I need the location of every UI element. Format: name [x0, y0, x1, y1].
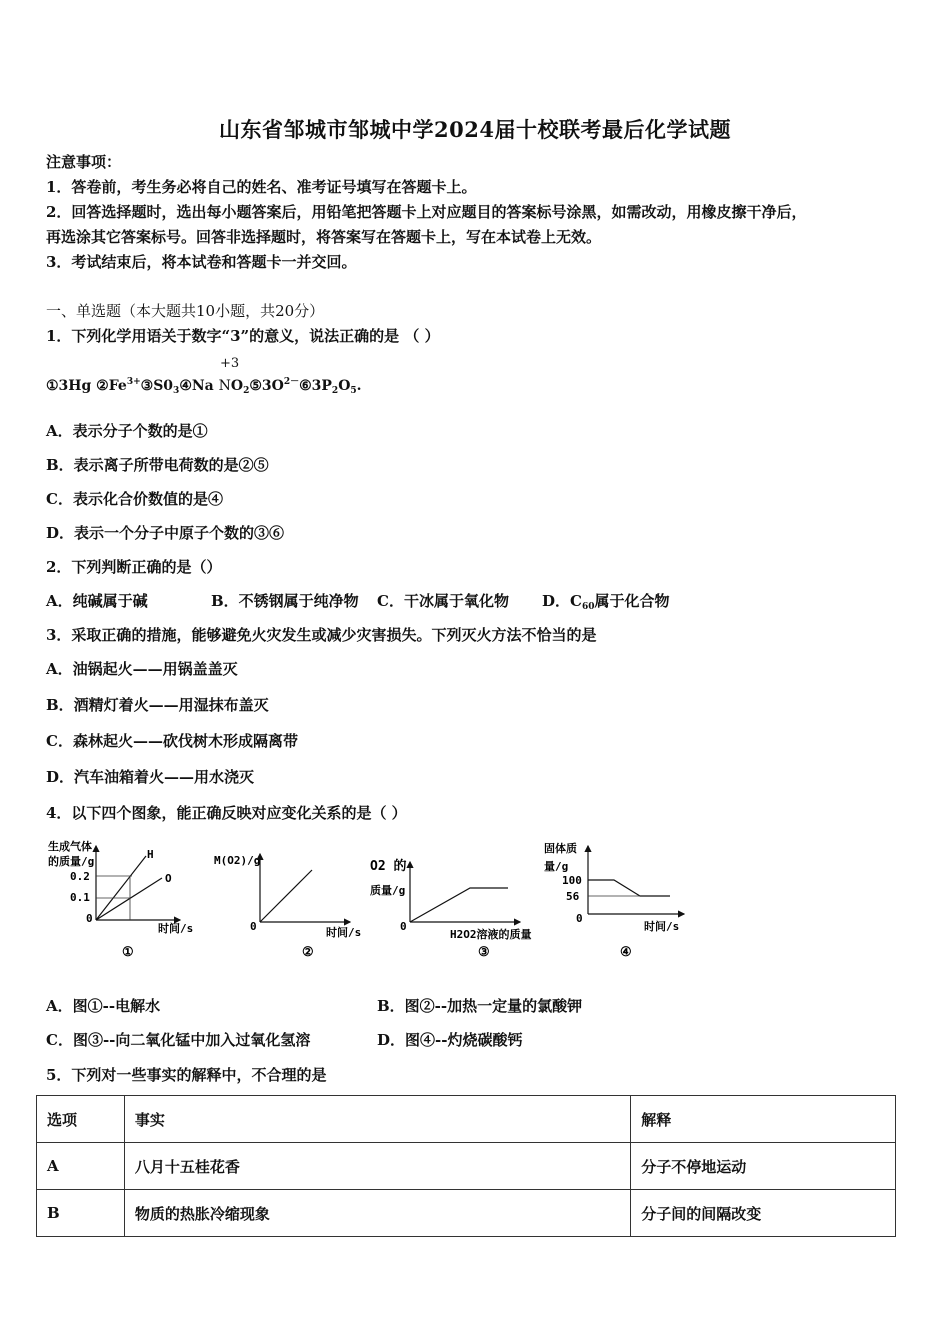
g1-origin: 0 [86, 912, 93, 925]
g4-ylabel2: 量/g [544, 860, 569, 873]
q1-option-b: B．表示离子所带电荷数的是②⑤ [46, 456, 269, 474]
notice-item: 3．考试结束后，将本试卷和答题卡一并交回。 [46, 253, 357, 271]
table-row [37, 1190, 896, 1237]
g1-tick: 0.2 [70, 870, 90, 883]
notice-heading: 注意事项： [46, 153, 122, 171]
q3-option-d: D．汽车油箱着火——用水浇灭 [46, 768, 255, 786]
g4-xlabel: 时间/s [644, 920, 680, 933]
section-heading: 一、单选题（本大题共10小题，共20分） [46, 302, 325, 320]
q3-option-a: A．油锅起火——用锅盖盖灭 [46, 660, 238, 678]
q4-option-c: C．图③--向二氧化锰中加入过氧化氢溶 [46, 1031, 311, 1049]
q3-stem: 3．采取正确的措施，能够避免火灾发生或减少灾害损失。下列灭火方法不恰当的是 [46, 626, 597, 644]
g1-series-label: O [165, 872, 172, 885]
g2-line [260, 870, 312, 922]
graph-4 [544, 841, 684, 960]
q4-option-a: A．图①--电解水 [46, 997, 161, 1015]
g3-line [410, 888, 508, 922]
g3-ylabel2: 质量/g [370, 884, 406, 897]
g4-ylabel1: 固体质 [544, 842, 577, 855]
q2-stem: 2．下列判断正确的是（） [46, 558, 222, 576]
g2-ylabel: M(O2)/g [214, 854, 261, 867]
q5-stem: 5．下列对一些事实的解释中，不合理的是 [46, 1066, 327, 1084]
g1-ylabel1: 生成气体 [48, 840, 92, 853]
graph-2 [214, 854, 361, 960]
g3-xlabel: H2O2溶液的质量 [450, 928, 532, 941]
q1-option-c: C．表示化合价数值的是④ [46, 490, 223, 508]
page-title: 山东省邹城市邹城中学2024届十校联考最后化学试题 [219, 117, 731, 142]
notice-item: 2．回答选择题时，选出每小题答案后，用铅笔把答题卡上对应题目的答案标号涂黑，如需改动，用橡皮擦干净后， [46, 203, 807, 221]
table-header: 事实 [124, 1096, 630, 1143]
q3-option-b: B．酒精灯着火——用湿抹布盖灭 [46, 696, 269, 714]
q4-stem: 4．以下四个图象，能正确反映对应变化关系的是（ ） [46, 804, 407, 822]
g2-xlabel: 时间/s [326, 926, 362, 939]
g4-origin: 0 [576, 912, 583, 925]
g4-line [588, 880, 670, 896]
graph-1 [48, 839, 193, 960]
facts-table [36, 1095, 896, 1237]
q4-graphs [40, 838, 700, 968]
g1-series-h [96, 856, 146, 920]
q2-option-c: C．干冰属于氧化物 [377, 592, 509, 610]
g1-series-o [96, 878, 162, 920]
q1-option-a: A．表示分子个数的是① [46, 422, 208, 440]
q4-option-b: B．图②--加热一定量的氯酸钾 [377, 997, 583, 1015]
g2-origin: 0 [250, 920, 257, 933]
graph-3 [370, 858, 532, 960]
table-header: 选项 [37, 1096, 125, 1143]
g3-origin: 0 [400, 920, 407, 933]
g1-xlabel: 时间/s [158, 922, 194, 935]
g1-series-label: H [147, 848, 154, 861]
table-cell: A [37, 1143, 125, 1190]
q1-option-d: D．表示一个分子中原子个数的③⑥ [46, 524, 285, 542]
valence-mark: +3 [220, 356, 240, 371]
notice-item: 1．答卷前，考生务必将自己的姓名、准考证号填写在答题卡上。 [46, 178, 477, 196]
table-row [37, 1143, 896, 1190]
q1-formula: ①3Hg $②Fe^{3+}③S0_3④Na$ $NO_2⑤3O^{2-}⑥3P_2O_5$. [46, 377, 362, 396]
g4-tick: 100 [562, 874, 582, 887]
table-cell: 分子间的间隔改变 [631, 1190, 896, 1237]
table-cell: 物质的热胀冷缩现象 [124, 1190, 630, 1237]
table-cell: 分子不停地运动 [631, 1143, 896, 1190]
table-cell: 八月十五桂花香 [124, 1143, 630, 1190]
q1-stem: 1．下列化学用语关于数字“3”的意义，说法正确的是 （ ） [46, 327, 440, 345]
table-header: 解释 [631, 1096, 896, 1143]
g4-caption: ④ [620, 945, 632, 960]
g2-caption: ② [302, 945, 314, 960]
q4-option-d: D．图④--灼烧碳酸钙 [377, 1031, 523, 1049]
g4-tick: 56 [566, 890, 580, 903]
g3-caption: ③ [478, 945, 490, 960]
q2-option-a: A．纯碱属于碱 [46, 592, 148, 610]
table-cell: B [37, 1190, 125, 1237]
q3-option-c: C．森林起火——砍伐树木形成隔离带 [46, 732, 298, 750]
g1-caption: ① [122, 945, 134, 960]
g1-ylabel2: 的质量/g [48, 855, 95, 868]
q2-option-b: B．不锈钢属于纯净物 [211, 592, 359, 610]
table-header-row [37, 1096, 896, 1143]
g1-tick: 0.1 [70, 891, 90, 904]
q2-option-d: D．$C_{60}$属于化合物 [542, 592, 670, 612]
notice-item: 再选涂其它答案标号。回答非选择题时，将答案写在答题卡上，写在本试卷上无效。 [46, 228, 602, 246]
g3-ylabel1: O2 的 [370, 859, 407, 874]
